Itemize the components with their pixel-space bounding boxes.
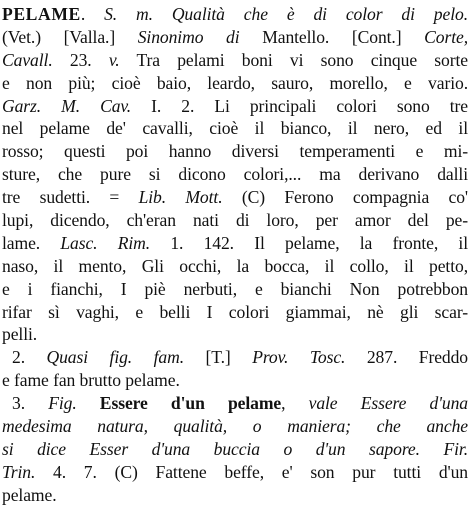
- entry-line: [2, 232, 468, 255]
- text-run: 23.: [69, 49, 109, 70]
- text-run: [T.]: [184, 347, 253, 368]
- text-run: .: [80, 4, 105, 24]
- quotation-text: e non più; cioè baio, leardo, sauro, morello, e vario.: [2, 72, 468, 93]
- text-run: v.: [108, 49, 120, 70]
- entry-line: [2, 392, 468, 415]
- entry-line: [2, 163, 468, 186]
- citation-source: Garz. M. Cav.: [2, 95, 152, 116]
- entry-line: [2, 369, 468, 392]
- entry-line: [2, 140, 468, 163]
- citation-source: Corte,: [424, 26, 469, 47]
- entry-line: [2, 255, 468, 278]
- entry-line: [2, 186, 468, 209]
- sense-number: 3.: [12, 393, 49, 414]
- entry-line: [2, 438, 468, 461]
- citation-source: Cavall.: [2, 49, 70, 70]
- definition-text: Fig.: [48, 393, 77, 414]
- quotation-text: tre sudetti. =: [2, 187, 139, 208]
- entry-line: [2, 95, 468, 118]
- citation-source: Prov. Tosc.: [252, 347, 346, 368]
- text-run: ,: [281, 393, 309, 414]
- definition-text: S. m. Qualità che è di color di pelo.: [104, 4, 468, 24]
- dictionary-entry: [2, 3, 468, 507]
- quotation-text: I. 2. Li principali colori sono tre: [151, 95, 468, 116]
- entry-line: [2, 484, 468, 507]
- definition-text: Sinonimo di: [137, 26, 263, 47]
- quotation-text: 4. 7. (C) Fattene beffe, e' son pur tutti d'un: [35, 461, 468, 482]
- quotation-text: naso, il mento, Gli occhi, la bocca, il collo, il petto,: [2, 255, 468, 276]
- citation-source: Lib. Mott.: [138, 187, 223, 208]
- sense-number: 2.: [12, 347, 47, 368]
- text-run: (Vet.) [Valla.]: [2, 26, 138, 47]
- entry-line: [2, 72, 468, 95]
- quotation-text: rifar sì vaghi, e belli I colori giammai, nè gli scar-: [2, 301, 468, 322]
- entry-line: [2, 301, 468, 324]
- entry-line: [2, 415, 468, 438]
- entry-line: [2, 209, 468, 232]
- entry-line: [2, 461, 468, 484]
- quotation-text: rosso; questi poi hanno diversi temperamenti e mi-: [2, 141, 468, 162]
- headword: PELAME: [2, 4, 81, 24]
- text-run: Mantello. [Cont.]: [262, 26, 425, 47]
- entry-line: [2, 323, 468, 346]
- entry-line: [2, 278, 468, 301]
- quotation-text: lupi, dicendo, ch'eran nati di loro, per amor del pe-: [2, 210, 468, 231]
- entry-line: [2, 49, 468, 72]
- quotation-text: pelame.: [2, 484, 57, 505]
- quotation-text: (C) Ferono compagnia co': [222, 187, 468, 208]
- quotation-text: pelli.: [2, 324, 38, 345]
- citation-source: Trin.: [2, 461, 36, 482]
- definition-text: si dice Esser d'una buccia o d'un sapore. Fir.: [2, 438, 468, 459]
- citation-source: Lasc. Rim.: [60, 232, 151, 253]
- phrase-headword: Essere d'un pelame: [76, 393, 282, 414]
- quotation-text: 1. 142. Il pelame, la fronte, il: [150, 232, 469, 253]
- quotation-text: e fame fan brutto pelame.: [2, 370, 180, 391]
- entry-line: [2, 346, 468, 369]
- quotation-text: Tra pelami boni vi sono cinque sorte: [119, 49, 468, 70]
- quotation-text: 287. Freddo: [345, 347, 468, 368]
- quotation-text: nel pelame de' cavalli, cioè il bianco, il nero, ed il: [2, 118, 468, 139]
- definition-text: Quasi fig. fam.: [46, 347, 185, 368]
- definition-text: medesima natura, qualità, o maniera; che anche: [2, 416, 468, 437]
- entry-line: [2, 26, 468, 49]
- entry-line: [2, 3, 468, 26]
- quotation-text: sture, che pure si dicono colori,... ma derivano dalli: [2, 164, 468, 185]
- quotation-text: lame.: [2, 232, 61, 253]
- definition-text: vale Essere d'una: [308, 393, 468, 414]
- quotation-text: e i fianchi, I piè nerbuti, e bianchi Non potrebbon: [2, 278, 468, 299]
- entry-line: [2, 117, 468, 140]
